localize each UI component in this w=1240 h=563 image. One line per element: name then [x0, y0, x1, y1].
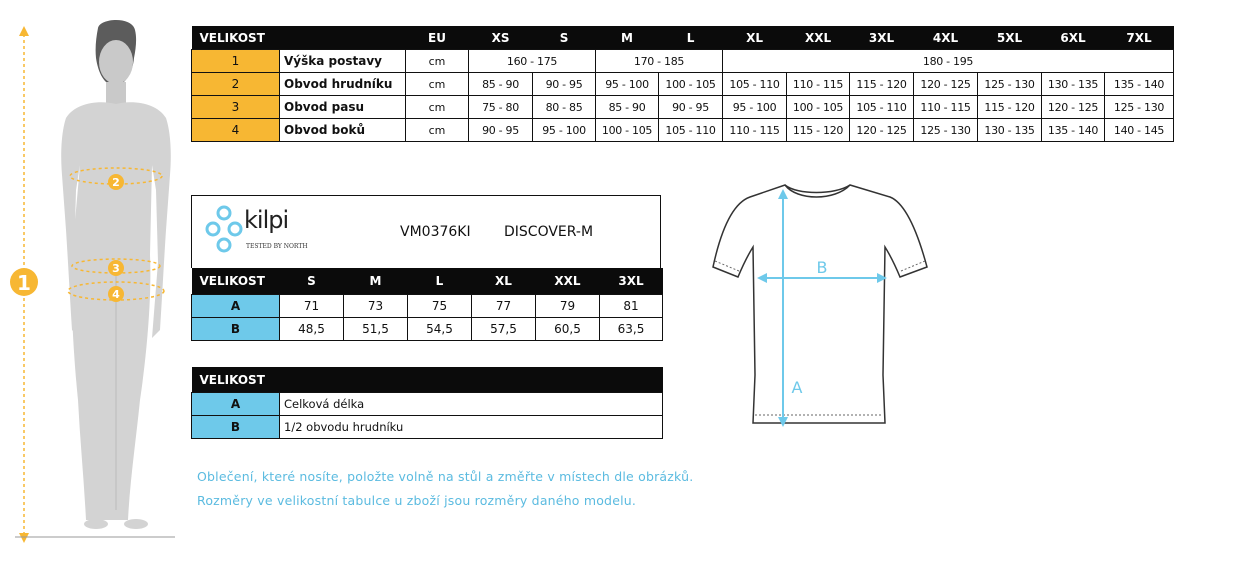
table-cell: 75 - 80	[469, 96, 533, 119]
row-label: Obvod pasu	[280, 96, 406, 119]
row-number: 2	[192, 73, 280, 96]
height-range-cell: 180 - 195	[723, 50, 1174, 73]
table-cell: 130 - 135	[1042, 73, 1105, 96]
header-5xl: 5XL	[978, 26, 1042, 50]
table-row	[192, 73, 1174, 96]
table-cell: 140 - 145	[1105, 119, 1174, 142]
table-cell: 95 - 100	[723, 96, 787, 119]
table-cell: 54,5	[408, 318, 472, 341]
row-label: B	[192, 416, 280, 439]
row-label: A	[192, 393, 280, 416]
table-cell: 77	[472, 295, 536, 318]
table-row	[192, 119, 1174, 142]
row-label: A	[192, 295, 280, 318]
table-cell: 110 - 115	[787, 73, 850, 96]
kilpi-logo-icon	[204, 204, 244, 254]
table-cell: 95 - 100	[596, 73, 659, 96]
table-cell: 125 - 130	[1105, 96, 1174, 119]
marker-4-icon	[108, 286, 124, 302]
header-l: L	[408, 268, 472, 295]
row-number: 4	[192, 119, 280, 142]
table-cell: 90 - 95	[469, 119, 533, 142]
table-cell: 105 - 110	[723, 73, 787, 96]
body-measurement-figure	[0, 0, 190, 563]
garment-size-table	[191, 268, 663, 341]
header-s: S	[280, 268, 344, 295]
legend-table-header	[192, 367, 663, 393]
table-cell: 120 - 125	[850, 119, 914, 142]
measurement-legend-table	[191, 367, 663, 439]
table-cell: 125 - 130	[914, 119, 978, 142]
model-note: Rozměry ve velikostní tabulce u zboží jsou rozměry daného modelu.	[197, 493, 637, 508]
product-header-box	[191, 195, 661, 268]
row-label: Obvod boků	[280, 119, 406, 142]
table-cell: 135 - 140	[1105, 73, 1174, 96]
table-cell: 73	[344, 295, 408, 318]
table-cell: 71	[280, 295, 344, 318]
header-velikost: VELIKOST	[192, 268, 280, 295]
table-cell: 57,5	[472, 318, 536, 341]
product-name: DISCOVER-M	[504, 224, 594, 240]
tshirt-label-a: A	[791, 378, 803, 397]
table-cell: 79	[536, 295, 600, 318]
header-xl: XL	[472, 268, 536, 295]
tshirt-label-b: B	[816, 258, 828, 277]
table-row	[192, 416, 663, 439]
table-cell: 80 - 85	[533, 96, 596, 119]
table-cell: 48,5	[280, 318, 344, 341]
row-description: 1/2 obvodu hrudníku	[280, 416, 663, 439]
row-unit: cm	[406, 119, 469, 142]
table-row	[192, 96, 1174, 119]
height-range-cell: 160 - 175	[469, 50, 596, 73]
header-eu: EU	[406, 26, 469, 50]
table-cell: 100 - 105	[787, 96, 850, 119]
header-xs: XS	[469, 26, 533, 50]
table-cell: 100 - 105	[659, 73, 723, 96]
svg-text:2: 2	[112, 176, 120, 189]
row-description: Celková délka	[280, 393, 663, 416]
header-velikost: VELIKOST	[192, 367, 663, 393]
row-number: 3	[192, 96, 280, 119]
table-cell: 85 - 90	[469, 73, 533, 96]
marker-3-icon	[108, 260, 124, 276]
table-cell: 125 - 130	[978, 73, 1042, 96]
svg-text:3: 3	[112, 262, 120, 275]
header-l: L	[659, 26, 723, 50]
header-m: M	[344, 268, 408, 295]
table-row	[192, 50, 1174, 73]
table-cell: 51,5	[344, 318, 408, 341]
marker-1-icon	[10, 268, 38, 296]
header-m: M	[596, 26, 659, 50]
header-3xl: 3XL	[850, 26, 914, 50]
table-cell: 85 - 90	[596, 96, 659, 119]
table-cell: 135 - 140	[1042, 119, 1105, 142]
table-cell: 75	[408, 295, 472, 318]
row-unit: cm	[406, 96, 469, 119]
table-cell: 115 - 120	[850, 73, 914, 96]
header-s: S	[533, 26, 596, 50]
table-cell: 110 - 115	[914, 96, 978, 119]
row-label: Obvod hrudníku	[280, 73, 406, 96]
table-cell: 120 - 125	[914, 73, 978, 96]
garment-table-header	[192, 268, 663, 295]
svg-text:4: 4	[112, 288, 120, 301]
table-row	[192, 295, 663, 318]
row-number: 1	[192, 50, 280, 73]
table-cell: 130 - 135	[978, 119, 1042, 142]
table-cell: 60,5	[536, 318, 600, 341]
marker-2-icon	[108, 174, 124, 190]
body-size-table	[191, 26, 1174, 142]
table-cell: 90 - 95	[533, 73, 596, 96]
row-unit: cm	[406, 50, 469, 73]
header-3xl: 3XL	[600, 268, 663, 295]
row-label: B	[192, 318, 280, 341]
table-cell: 110 - 115	[723, 119, 787, 142]
header-xl: XL	[723, 26, 787, 50]
table-row	[192, 318, 663, 341]
header-xxl: XXL	[787, 26, 850, 50]
table-cell: 63,5	[600, 318, 663, 341]
table-row	[192, 393, 663, 416]
header-6xl: 6XL	[1042, 26, 1105, 50]
height-range-cell: 170 - 185	[596, 50, 723, 73]
instruction-note: Oblečení, které nosíte, položte volně na stůl a změřte v místech dle obrázků.	[197, 469, 694, 484]
table-cell: 115 - 120	[787, 119, 850, 142]
brand-name: kilpi	[244, 206, 289, 234]
table-cell: 100 - 105	[596, 119, 659, 142]
header-xxl: XXL	[536, 268, 600, 295]
tshirt-diagram	[705, 175, 940, 435]
table-cell: 120 - 125	[1042, 96, 1105, 119]
table-cell: 81	[600, 295, 663, 318]
table-cell: 95 - 100	[533, 119, 596, 142]
table-cell: 105 - 110	[659, 119, 723, 142]
row-label: Výška postavy	[280, 50, 406, 73]
brand-tagline: TESTED BY NORTH	[246, 243, 308, 250]
header-7xl: 7XL	[1105, 26, 1174, 50]
table-cell: 90 - 95	[659, 96, 723, 119]
header-4xl: 4XL	[914, 26, 978, 50]
table-cell: 105 - 110	[850, 96, 914, 119]
product-code-label: VM0376KI	[400, 224, 471, 240]
table-cell: 115 - 120	[978, 96, 1042, 119]
header-velikost: VELIKOST	[192, 26, 406, 50]
row-unit: cm	[406, 73, 469, 96]
svg-text:1: 1	[17, 271, 31, 295]
size-table-header	[192, 26, 1174, 50]
